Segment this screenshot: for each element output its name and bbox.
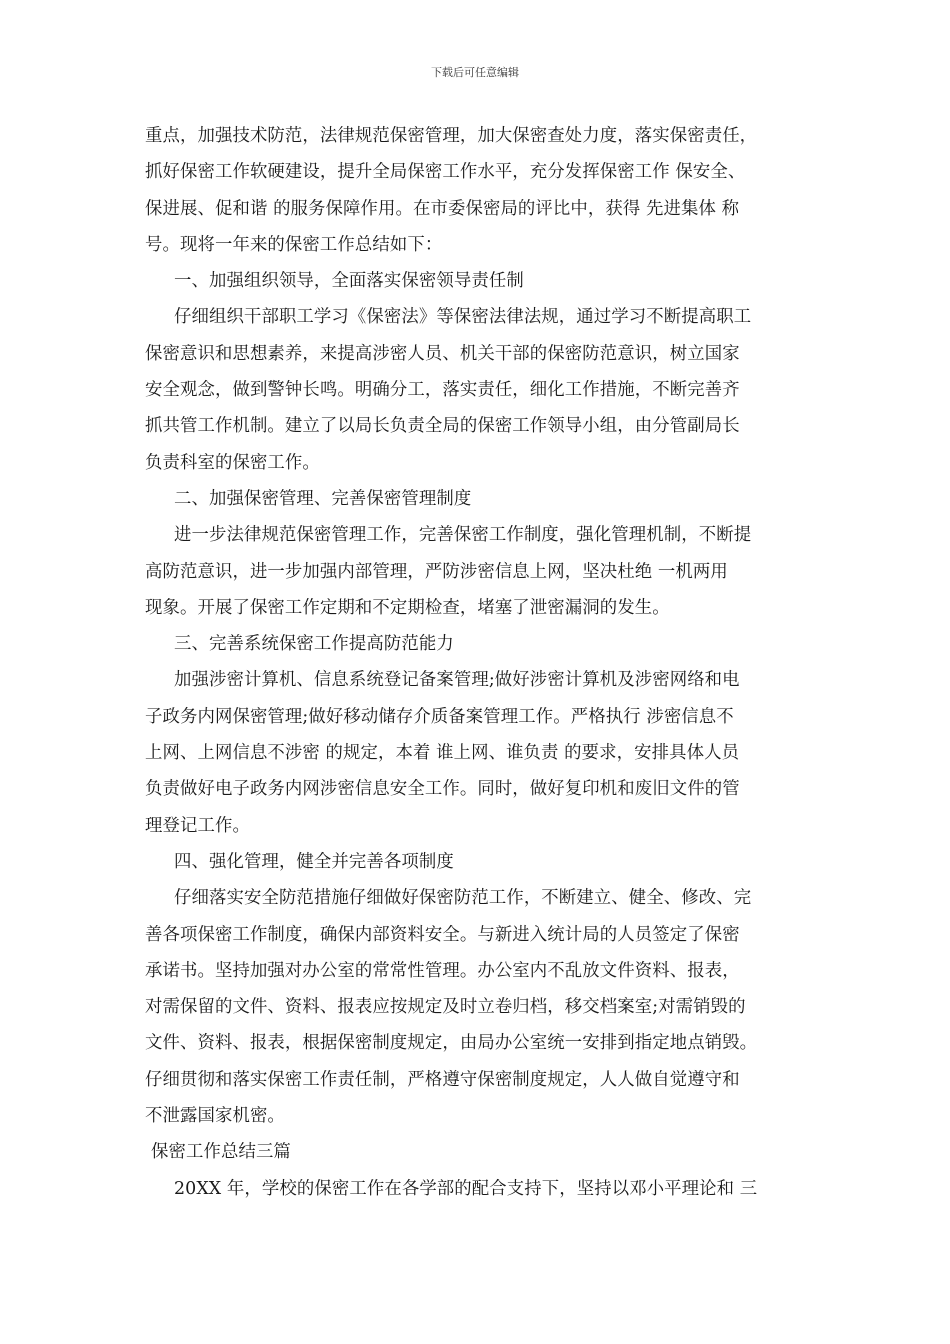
document-body: [145, 118, 817, 1207]
text-line: 保进展、促和谐 的服务保障作用。在市委保密局的评比中，获得 先进集体 称: [145, 198, 740, 219]
text-line: 高防范意识，进一步加强内部管理，严防涉密信息上网，坚决杜绝 一机两用: [145, 561, 728, 582]
text-line: 安全观念，做到警钟长鸣。明确分工，落实责任，细化工作措施，不断完善齐: [145, 380, 740, 401]
text-line: 理登记工作。: [145, 815, 250, 836]
text-line: 重点，加强技术防范，法律规范保密管理，加大保密查处力度，落实保密责任，: [145, 126, 758, 146]
text-line: 负责做好电子政务内网涉密信息安全工作。同时，做好复印机和废旧文件的管: [145, 779, 740, 800]
text-line: 现象。开展了保密工作定期和不定期检查，堵塞了泄密漏洞的发生。: [145, 597, 670, 618]
text-line: 号。现将一年来的保密工作总结如下：: [145, 234, 443, 255]
text-line: 对需保留的文件、资料、报表应按规定及时立卷归档，移交档案室;对需销毁的: [145, 997, 746, 1018]
text-line: 文件、资料、报表，根据保密制度规定，由局办公室统一安排到指定地点销毁。: [145, 1033, 758, 1054]
text-line: 抓共管工作机制。建立了以局长负责全局的保密工作领导小组，由分管副局长: [145, 416, 740, 437]
text-line: 上网、上网信息不涉密 的规定，本着 谁上网、谁负责 的要求，安排具体人员: [145, 743, 740, 764]
document-title: 保密工作总结三篇: [151, 1142, 291, 1163]
text-line: 仔细贯彻和落实保密工作责任制，严格遵守保密制度规定，人人做自觉遵守和: [145, 1069, 740, 1090]
section-heading: 一、加强组织领导，全面落实保密领导责任制: [174, 271, 524, 292]
paragraph-first-line: 20XX 年，学校的保密工作在各学部的配合支持下，坚持以邓小平理论和 三: [174, 1178, 758, 1199]
text-line: 不泄露国家机密。: [145, 1106, 285, 1127]
text-line: 子政务内网保密管理;做好移动储存介质备案管理工作。严格执行 涉密信息不: [145, 706, 734, 727]
text-line: 抓好保密工作软硬建设，提升全局保密工作水平，充分发挥保密工作 保安全、: [145, 162, 746, 183]
paragraph-first-line: 仔细组织干部职工学习《保密法》等保密法律法规，通过学习不断提高职工: [174, 307, 752, 328]
paragraph-first-line: 仔细落实安全防范措施仔细做好保密防范工作，不断建立、健全、修改、完: [174, 888, 752, 909]
section-heading: 三、完善系统保密工作提高防范能力: [174, 634, 454, 655]
page-header: 下载后可任意编辑: [431, 66, 519, 79]
section-heading: 四、强化管理，健全并完善各项制度: [174, 851, 454, 872]
paragraph-first-line: 进一步法律规范保密管理工作，完善保密工作制度，强化管理机制，不断提: [174, 525, 752, 546]
section-heading: 二、加强保密管理、完善保密管理制度: [174, 488, 472, 509]
text-line: 善各项保密工作制度，确保内部资料安全。与新进入统计局的人员签定了保密: [145, 924, 740, 945]
text-line: 承诺书。坚持加强对办公室的常常性管理。办公室内不乱放文件资料、报表，: [145, 960, 740, 981]
text-line: 负责科室的保密工作。: [145, 452, 320, 473]
text-line: 保密意识和思想素养，来提高涉密人员、机关干部的保密防范意识，树立国家: [145, 343, 740, 364]
paragraph-first-line: 加强涉密计算机、信息系统登记备案管理;做好涉密计算机及涉密网络和电: [174, 670, 740, 691]
